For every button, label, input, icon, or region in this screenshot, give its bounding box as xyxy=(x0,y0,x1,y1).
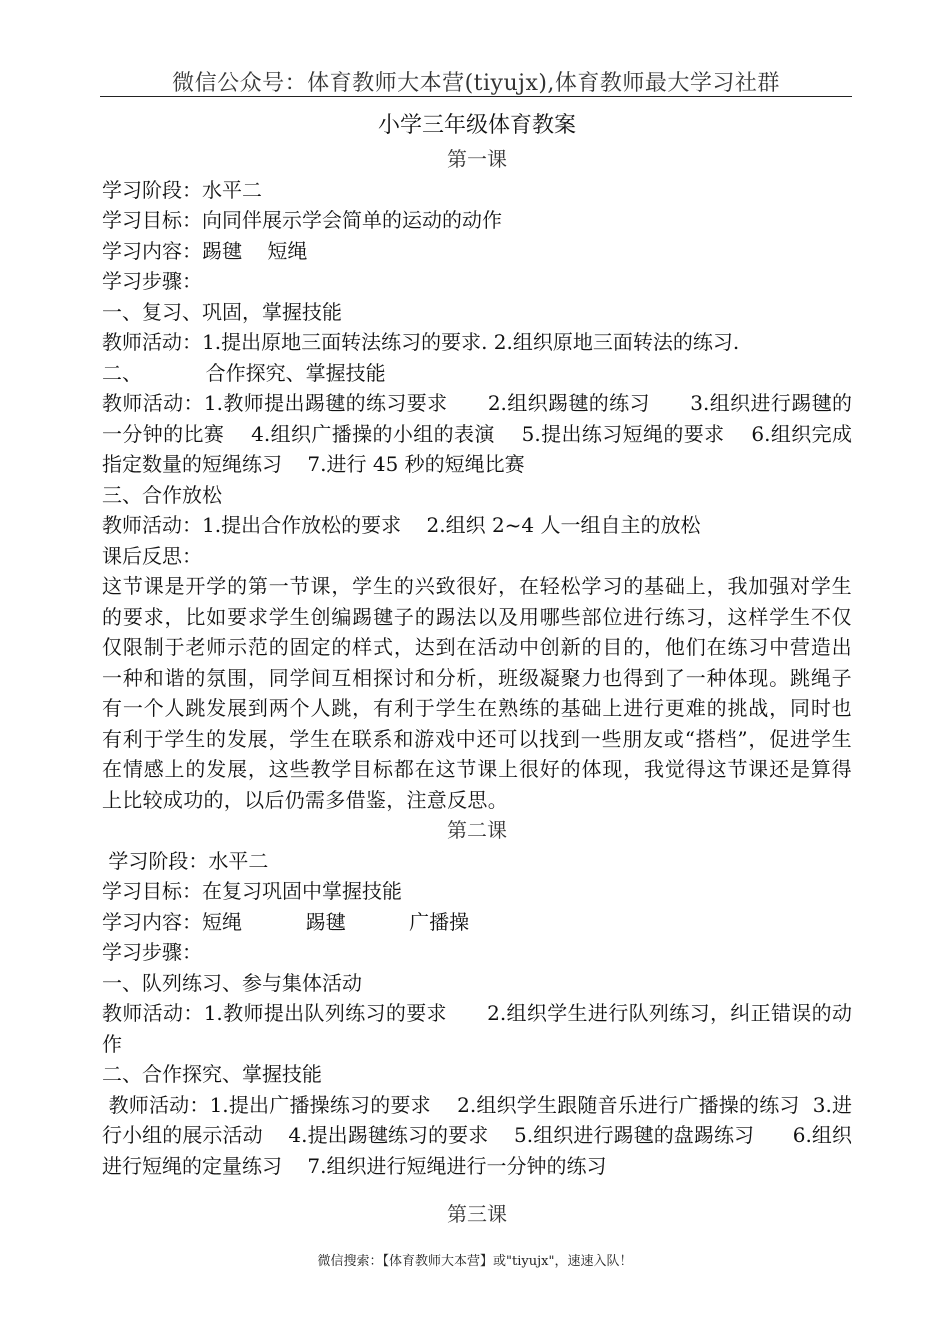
lesson-1-step-3-activity: 教师活动：1.提出合作放松的要求 2.组织 2~4 人一组自主的放松 xyxy=(102,513,701,537)
document-title: 小学三年级体育教案 xyxy=(377,113,576,138)
spacer xyxy=(102,1181,852,1199)
lesson-3 xyxy=(102,1199,852,1230)
lesson-2-step-2-title: 二、合作探究、掌握技能 xyxy=(102,1062,322,1086)
lesson-1-stage: 学习阶段：水平二 xyxy=(102,177,262,202)
page-footer: 微信搜索：【体育教师大本营】或"tiyujx"，速速入队！ xyxy=(317,1254,633,1269)
page-header: 微信公众号：体育教师大本营(tiyujx),体育教师最大学习社群 xyxy=(172,71,780,96)
lesson-1-content: 学习内容：踢毽 短绳 xyxy=(102,238,308,263)
lesson-2-goal: 学习目标：在复习巩固中掌握技能 xyxy=(102,879,402,903)
lesson-1-goal: 学习目标：向同伴展示学会简单的运动的动作 xyxy=(102,208,502,232)
lesson-2-step-1-title: 一、队列练习、参与集体活动 xyxy=(102,970,362,995)
lesson-1 xyxy=(102,144,852,815)
lesson-2-step-2-activity: 教师活动：1.提出广播操练习的要求 2.组织学生跟随音乐进行广播操的练习 3.进行小组的展示活动 4.提出踢毽练习的要求 5.组织进行踢毽的盘踢练习 6.组织进行短绳的定量练习 7.组织进行短绳进行一分钟的练习 xyxy=(102,1092,853,1178)
lesson-1-step-1-activity: 教师活动：1.提出原地三面转法练习的要求. 2.组织原地三面转法的练习. xyxy=(102,330,740,354)
lesson-2-stage: 学习阶段：水平二 xyxy=(102,848,269,873)
lesson-1-step-2-activity: 教师活动：1.教师提出踢毽的练习要求 2.组织踢毽的练习 3.组织进行踢毽的一分钟的比赛 4.组织广播操的小组的表演 5.提出练习短绳的要求 6.组织完成指定数量的短绳练习 7.进行 45 秒的短绳比赛 xyxy=(102,391,852,476)
lesson-1-step-2-title: 二、 合作探究、掌握技能 xyxy=(102,360,386,385)
header-divider xyxy=(100,96,852,97)
lesson-1-step-1-title: 一、复习、巩固，掌握技能 xyxy=(102,299,342,324)
lesson-1-step-3-title: 三、合作放松 xyxy=(102,482,222,507)
lesson-1-heading: 第一课 xyxy=(447,147,507,171)
lesson-1-reflection-label: 课后反思： xyxy=(102,543,202,568)
lesson-1-steps-label: 学习步骤： xyxy=(102,269,202,293)
lesson-2-heading: 第二课 xyxy=(447,818,507,842)
lesson-2-step-1-activity: 教师活动：1.教师提出队列练习的要求 2.组织学生进行队列练习，纠正错误的动作 xyxy=(102,1001,852,1056)
lesson-3-heading: 第三课 xyxy=(447,1202,507,1226)
document-body xyxy=(102,108,852,1230)
lesson-2-steps-label: 学习步骤： xyxy=(102,940,202,964)
lesson-2 xyxy=(102,815,852,1181)
lesson-2-content: 学习内容：短绳 踢毽 广播操 xyxy=(102,909,470,934)
lesson-1-reflection: 这节课是开学的第一节课，学生的兴致很好，在轻松学习的基础上，我加强对学生的要求，比如要求学生创编踢毽子的踢法以及用哪些部位进行练习，这样学生不仅仅限制于老师示范的固定的样式，达到在活动中创新的目的，他们在练习中营造出一种和谐的氛围，同学间互相探讨和分析，班级凝聚力也得到了一种体现。跳绳子有一个人跳发展到两个人跳，有利于学生在熟练的基础上进行更难的挑战，同时也有利于学生的发展，学生在联系和游戏中还可以找到一些朋友或“搭档”，促进学生在情感上的发展，这些教学目标都在这节课上很好的体现，我觉得这节课还是算得上比较成功的，以后仍需多借鉴，注意反思。 xyxy=(102,574,852,812)
